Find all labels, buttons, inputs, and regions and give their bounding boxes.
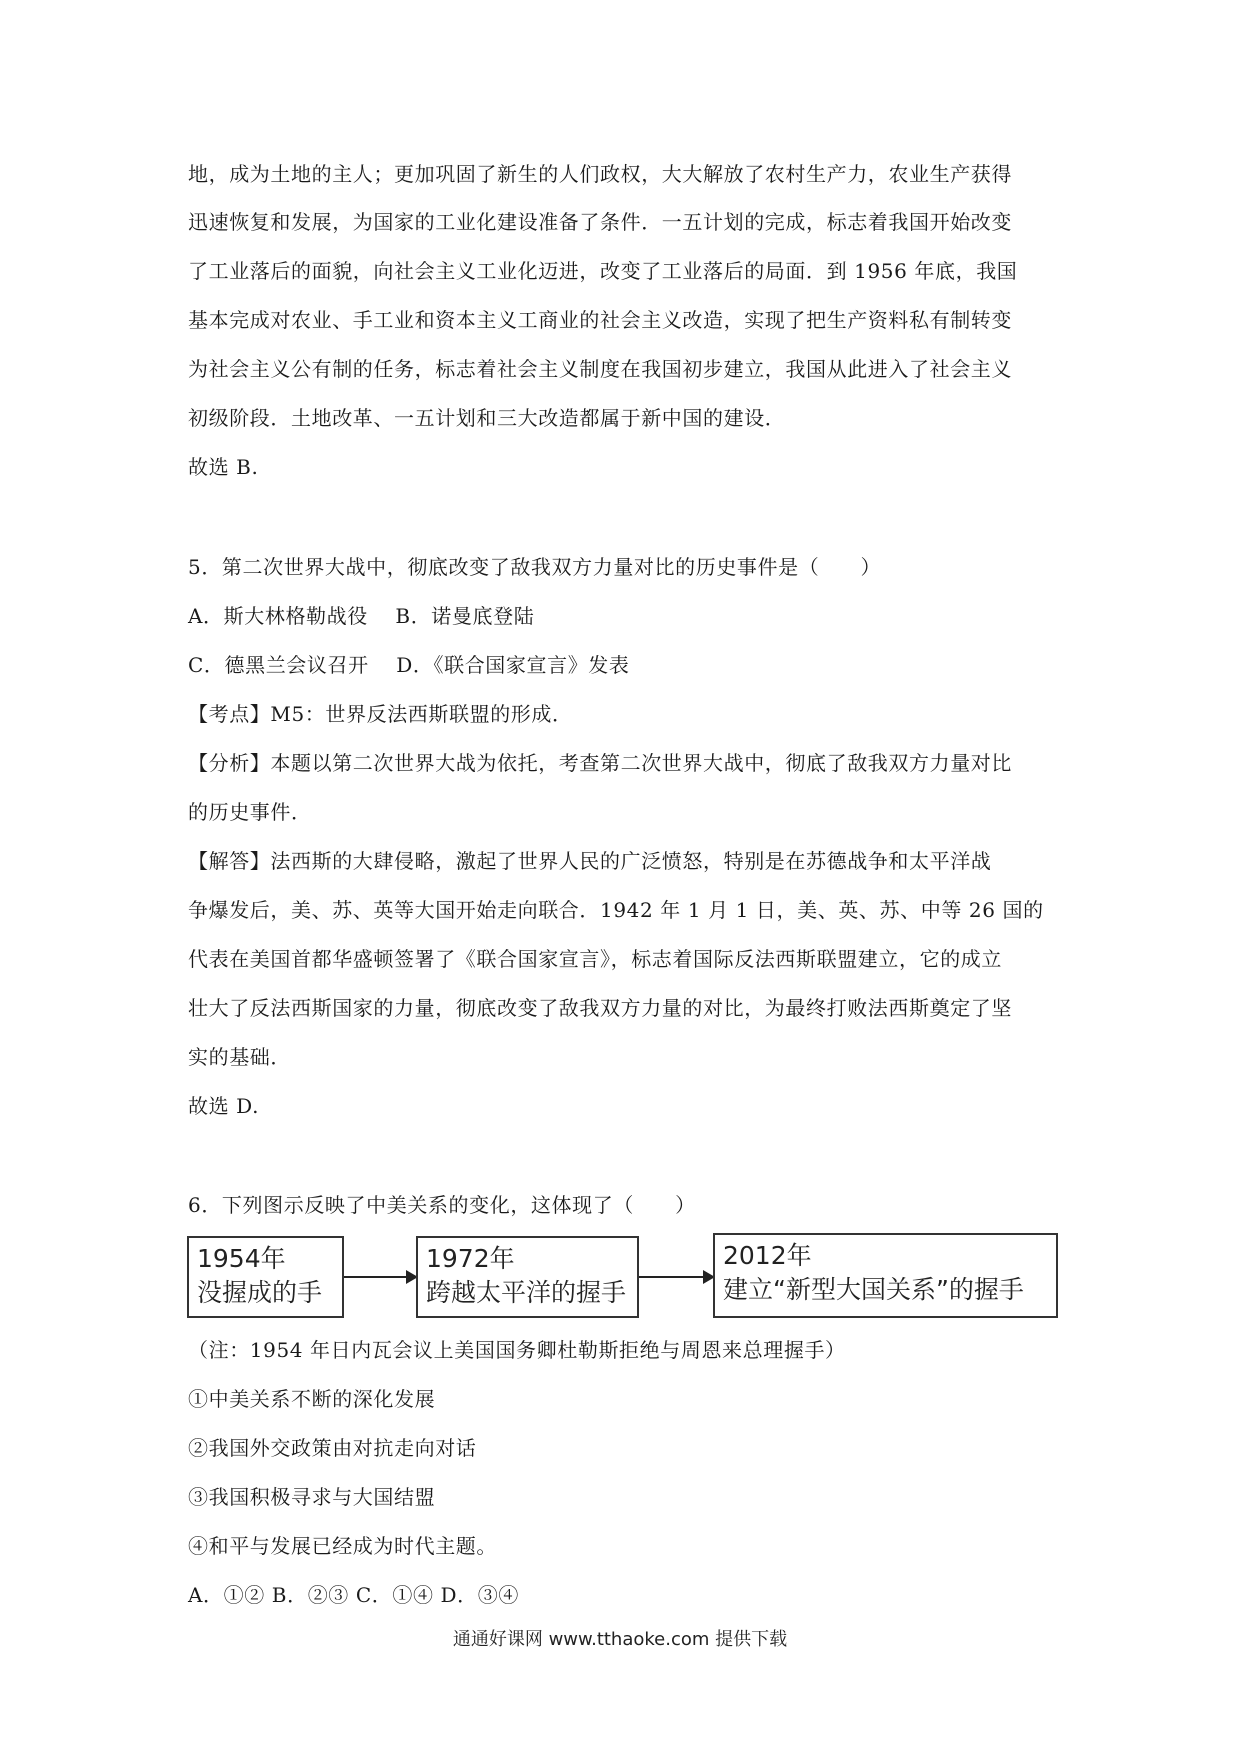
prev-answer-line: 基本完成对农业、手工业和资本主义工商业的社会主义改造，实现了把生产资料私有制转变: [188, 308, 1012, 332]
diagram-box-1972: [416, 1236, 639, 1318]
diagram-box-2012: [713, 1233, 1058, 1318]
q6-item: ②我国外交政策由对抗走向对话: [188, 1436, 477, 1460]
q5-jieda: 代表在美国首都华盛顿签署了《联合国家宣言》，标志着国际反法西斯联盟建立，它的成立: [188, 947, 1002, 971]
diagram-caption: 建立“新型大国关系”的握手: [723, 1275, 1024, 1304]
q5-fenxi: 【分析】本题以第二次世界大战为依托，考查第二次世界大战中，彻底了敌我双方力量对比: [188, 751, 1012, 775]
q6-note: （注：1954 年日内瓦会议上美国国务卿杜勒斯拒绝与周恩来总理握手）: [188, 1338, 846, 1362]
q5-jieda: 实的基础．: [188, 1045, 291, 1069]
diagram-year: 2012年: [723, 1241, 812, 1270]
q5-jieda: 争爆发后，美、苏、英等大国开始走向联合．1942 年 1 月 1 日，美、英、苏、中等 26 国的: [188, 898, 1044, 922]
diagram-caption: 跨越太平洋的握手: [426, 1278, 627, 1307]
q6-item: ③我国积极寻求与大国结盟: [188, 1485, 436, 1509]
prev-answer-line: 迅速恢复和发展，为国家的工业化建设准备了条件．一五计划的完成，标志着我国开始改变: [188, 210, 1012, 234]
prev-answer-line: 初级阶段．土地改革、一五计划和三大改造都属于新中国的建设．: [188, 406, 786, 430]
diagram-caption: 没握成的手: [197, 1278, 323, 1307]
q5-jieda: 壮大了反法西斯国家的力量，彻底改变了敌我双方力量的对比，为最终打败法西斯奠定了坚: [188, 996, 1012, 1020]
footer-source: 通通好课网 www.tthaoke.com 提供下载: [452, 1629, 788, 1650]
q5-stem: 5．第二次世界大战中，彻底改变了敌我双方力量对比的历史事件是（ ）: [188, 555, 882, 579]
q5-kaodian: 【考点】M5：世界反法西斯联盟的形成．: [188, 702, 573, 726]
arrow-icon: [639, 1276, 713, 1278]
q5-fenxi: 的历史事件．: [188, 800, 312, 824]
prev-answer-line: 为社会主义公有制的任务，标志着社会主义制度在我国初步建立，我国从此进入了社会主义: [188, 357, 1012, 381]
diagram-year: 1954年: [197, 1244, 286, 1273]
q6-options: A．①② B．②③ C．①④ D．③④: [188, 1583, 519, 1607]
q5-conclusion: 故选 D.: [188, 1094, 260, 1118]
q5-jieda: 【解答】法西斯的大肆侵略，激起了世界人民的广泛愤怒，特别是在苏德战争和太平洋战: [188, 849, 992, 873]
prev-answer-conclusion: 故选 B.: [188, 455, 259, 479]
q6-item: ①中美关系不断的深化发展: [188, 1387, 436, 1411]
prev-answer-line: 地，成为土地的主人；更加巩固了新生的人们政权，大大解放了农村生产力，农业生产获得: [188, 162, 1012, 186]
prev-answer-line: 了工业落后的面貌，向社会主义工业化迈进，改变了工业落后的局面．到 1956 年底，我国: [188, 259, 1018, 283]
diagram-box-1954: [187, 1236, 344, 1318]
q6-stem: 6．下列图示反映了中美关系的变化，这体现了（ ）: [188, 1193, 696, 1217]
q5-options-cd: C．德黑兰会议召开 D．《联合国家宣言》发表: [188, 653, 630, 677]
q5-options-ab: A．斯大林格勒战役 B．诺曼底登陆: [188, 604, 535, 628]
arrow-icon: [344, 1276, 416, 1278]
diagram-year: 1972年: [426, 1244, 515, 1273]
q6-item: ④和平与发展已经成为时代主题。: [188, 1534, 497, 1558]
